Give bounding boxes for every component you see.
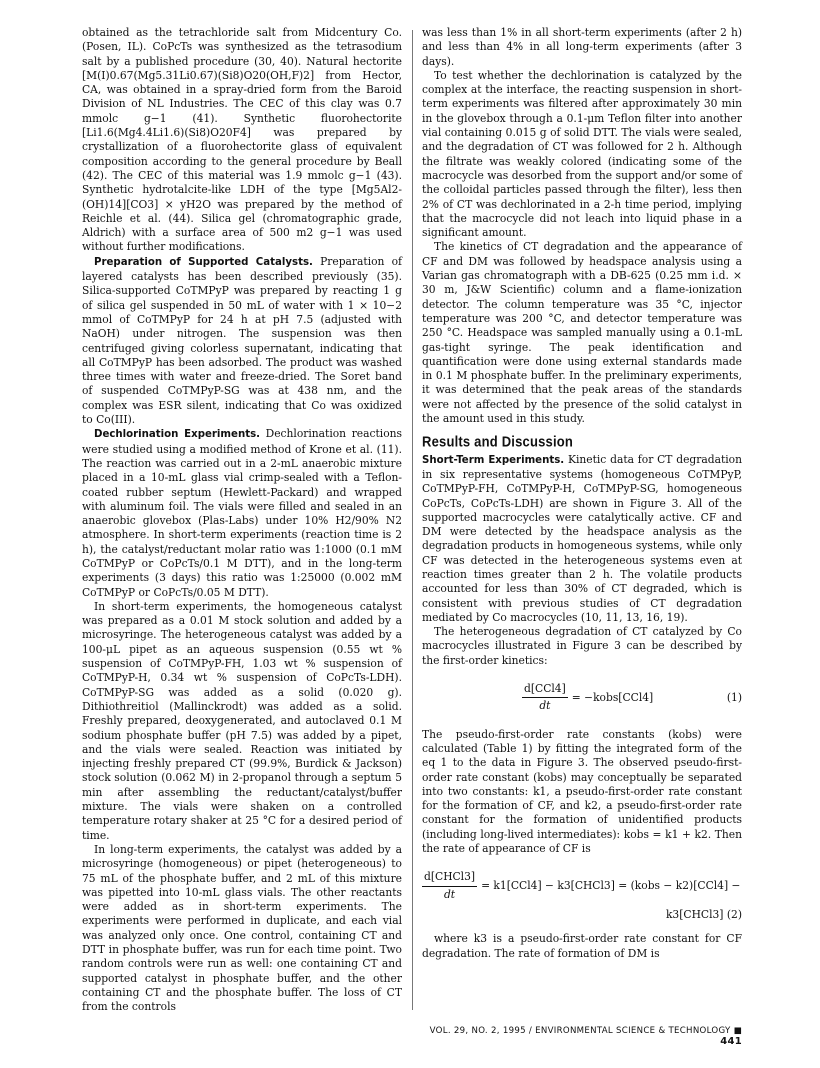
run-in-heading: Short-Term Experiments. — [422, 454, 565, 466]
right-column — [422, 26, 742, 961]
equation-fraction — [422, 870, 477, 902]
paragraph-materials: obtained as the tetrachloride salt from Midcentury Co. (Posen, IL). CoPcTs was synthesized as the tetrasodium salt by a published procedure (30, 40). Natural hectorite [M(I)0.67(Mg5.31Li0.67)(Si8)O20(OH,F)2] from Hector, CA, was obtained in a spray-dried form from the Baroid Division of NL Industries. The CEC of this clay was 0.7 mmolc g−1 (41). Synthetic fluorohectorite [Li1.6(Mg4.4Li1.6)(Si8)O20F4] was prepared by crystallization of a fluorohectorite glass of equivalent composition according to the general procedure by Beall (42). The CEC of this material was 1.9 mmolc g−1 (43). Synthetic hydrotalcite-like LDH of the type [Mg5Al2-(OH)14][CO3] × yH2O was prepared by the method of Reichle et al. (44). Silica gel (chromatographic grade, Aldrich) with a surface area of 500 m2 g−1 was used without further modifications. — [82, 26, 402, 254]
equation-2-continuation: k3[CHCl3] (2) — [665, 907, 742, 921]
paragraph-short-term-results — [422, 453, 742, 626]
paragraph-dechlorination — [82, 427, 402, 600]
equation-number: (1) — [726, 690, 742, 704]
left-column — [82, 26, 402, 1014]
paragraph-first-order-intro: The heterogeneous degradation of CT catalyzed by Co macrocycles illustrated in Figure 3 can be described by the first-order kinetics: — [422, 625, 742, 667]
equation-denominator: dt — [539, 699, 551, 713]
paragraph-short-term: In short-term experiments, the homogeneous catalyst was prepared as a 0.01 M stock solution and added by a microsyringe. The heterogeneous catalyst was added by a 100-μL pipet as an aqueous suspension (0.55 wt % suspension of CoTMPyP-FH, 1.03 wt % suspension of CoTMPyP-H, 0.34 wt % suspension of CoPcTs-LDH). CoTMPyP-SG was added as a solid (0.020 g). Dithiothreitiol (Mallinckrodt) was added as a solid. Freshly prepared, deoxygenerated, and autoclaved 0.1 M sodium phosphate buffer (pH 7.5) was added by a pipet, and the vials were sealed. Reaction was initiated by injecting freshly prepared CT (99.9%, Burdick & Jackson) stock solution (0.062 M) in 2-propanol through a septum 5 min after assembling the reductant/catalyst/buffer mixture. The vials were shaken on a controlled temperature rotary shaker at 25 °C for a desired period of time. — [82, 599, 402, 842]
equation-numerator: d[CHCl3] — [422, 870, 477, 886]
paragraph-text: Kinetic data for CT degradation in six representative systems (homogeneous CoTMPyP, CoTMPyP-FH, CoTMPyP-H, CoTMPyP-SG, homogeneous CoPcTs, CoPcTs-LDH) are shown in Figure 3. All of the supported macrocycles were catalytically active. CF and DM were detected by the headspace analysis as the degradation products in homogeneous systems, while only CF was detected in the heterogeneous systems even at reaction times greater than 2 h. The volatile products accounted for less than 30% of CT degraded, which is consistent with previous studies of CT degradation mediated by Co macrocycles (10, 11, 13, 16, 19). — [422, 452, 742, 624]
run-in-heading: Preparation of Supported Catalysts. — [94, 256, 313, 268]
footer-citation: VOL. 29, NO. 2, 1995 / ENVIRONMENTAL SCIENCE & TECHNOLOGY ■ — [429, 1026, 742, 1036]
equation-fraction — [522, 682, 568, 714]
paragraph-kinetics-analysis: The kinetics of CT degradation and the appearance of CF and DM was followed by headspace analysis using a Varian gas chromatograph with a DB-625 (0.25 mm i.d. × 30 m, J&W Scientific) column and a flame-ionization detector. The column temperature was 35 °C, injector temperature was 200 °C, and detector temperature was 250 °C. Headspace was sampled manually using a 0.1-mL gas-tight syringe. The peak identification and quantification were done using external standards made in 0.1 M phosphate buffer. In the preliminary experiments, it was determined that the peak areas of the standards were not affected by the presence of the solid catalyst in the amount used in this study. — [422, 240, 742, 426]
equation-rhs: = −kobs[CCl4] — [571, 690, 654, 704]
equation-1 — [422, 682, 742, 714]
paragraph-filtration-test: To test whether the dechlorination is catalyzed by the complex at the interface, the reacting suspension in short-term experiments was filtered after approximately 30 min in the glovebox through a 0.1-μm Teflon filter into another vial containing 0.015 g of solid DTT. The vials were sealed, and the degradation of CT was followed for 2 h. Although the filtrate was weakly colored (indicating some of the macrocycle was desorbed from the support and/or some of the colloidal particles passed through the filter), less then 2% of CT was dechlorinated in a 2-h time period, implying that the macrocycle did not leach into liquid phase in a significant amount. — [422, 68, 742, 240]
page-number: 441 — [720, 1036, 742, 1047]
equation-rhs: = k1[CCl4] − k3[CHCl3] = (kobs − k2)[CCl4] − — [481, 878, 741, 892]
run-in-heading: Dechlorination Experiments. — [94, 429, 261, 441]
page-footer — [422, 1026, 742, 1047]
section-heading: Results and Discussion — [422, 433, 574, 451]
paragraph-text: Dechlorination reactions were studied using a modified method of Krone et al. (11). The reaction was carried out in a 2-mL anaerobic mixture placed in a 10-mL glass vial crimp-sealed with a Teflon-coated rubber septum (Hewlett-Packard) and wrapped with aluminum foil. The vials were filled and sealed in an anaerobic glovebox (Plas-Labs) under 10% H2/90% N2 atmosphere. In short-term experiments (reaction time is 2 h), the catalyst/reductant molar ratio was 1:1000 (0.1 mM CoTMPyP or CoPcTs/0.1 M DTT), and in the long-term experiments (3 days) this ratio was 1:25000 (0.002 mM CoTMPyP or CoPcTs/0.05 M DTT). — [82, 427, 402, 599]
paragraph-long-term: In long-term experiments, the catalyst was added by a microsyringe (homogeneous) or pipet (heterogeneous) to 75 mL of the phosphate buffer, and 2 mL of this mixture was pipetted into 10-mL glass vials. The other reactants were added as in short-term experiments. The experiments were performed in duplicate, and each vial was analyzed only once. One control, containing CT and DTT in phosphate buffer, was run for each time point. Two random controls were run as well: one containing CT and supported catalyst in phosphate buffer, and the other containing CT and the phosphate buffer. The loss of CT from the controls — [82, 842, 402, 1014]
paragraph-supported-catalysts — [82, 255, 402, 428]
paragraph-rate-constants: The pseudo-first-order rate constants (kobs) were calculated (Table 1) by fitting the integrated form of the eq 1 to the data in Figure 3. The observed pseudo-first-order rate constant (kobs) may conceptually be separated into two constants: k1, a pseudo-first-order rate constant for the formation of CF, and k2, a pseudo-first-order rate constant for the formation of unidentified products (including long-lived intermediates): kobs = k1 + k2. Then the rate of appearance of CF is — [422, 727, 742, 856]
column-divider — [412, 30, 413, 1010]
equation-2 — [422, 870, 742, 902]
paragraph-text: Preparation of layered catalysts has been described previously (35). Silica-supported CoTMPyP was prepared by reacting 1 g of silica gel suspended in 50 mL of water with 1 × 10−2 mmol of CoTMPyP for 24 h at pH 7.5 (adjusted with NaOH) under nitrogen. The suspension was then centrifuged giving colorless supernatant, indicating that all CoTMPyP has been adsorbed. The product was washed three times with water and freeze-dried. The Soret band of suspended CoTMPyP-SG was at 438 nm, and the complex was ESR silent, indicating that Co was oxidized to Co(III). — [82, 254, 403, 427]
equation-numerator: d[CCl4] — [522, 682, 568, 698]
journal-page — [82, 26, 742, 1047]
paragraph-dm-formation: where k3 is a pseudo-first-order rate constant for CF degradation. The rate of formation of DM is — [422, 932, 742, 960]
paragraph-controls: was less than 1% in all short-term experiments (after 2 h) and less than 4% in all long-term experiments (after 3 days). — [422, 26, 742, 68]
equation-denominator: dt — [443, 887, 456, 901]
